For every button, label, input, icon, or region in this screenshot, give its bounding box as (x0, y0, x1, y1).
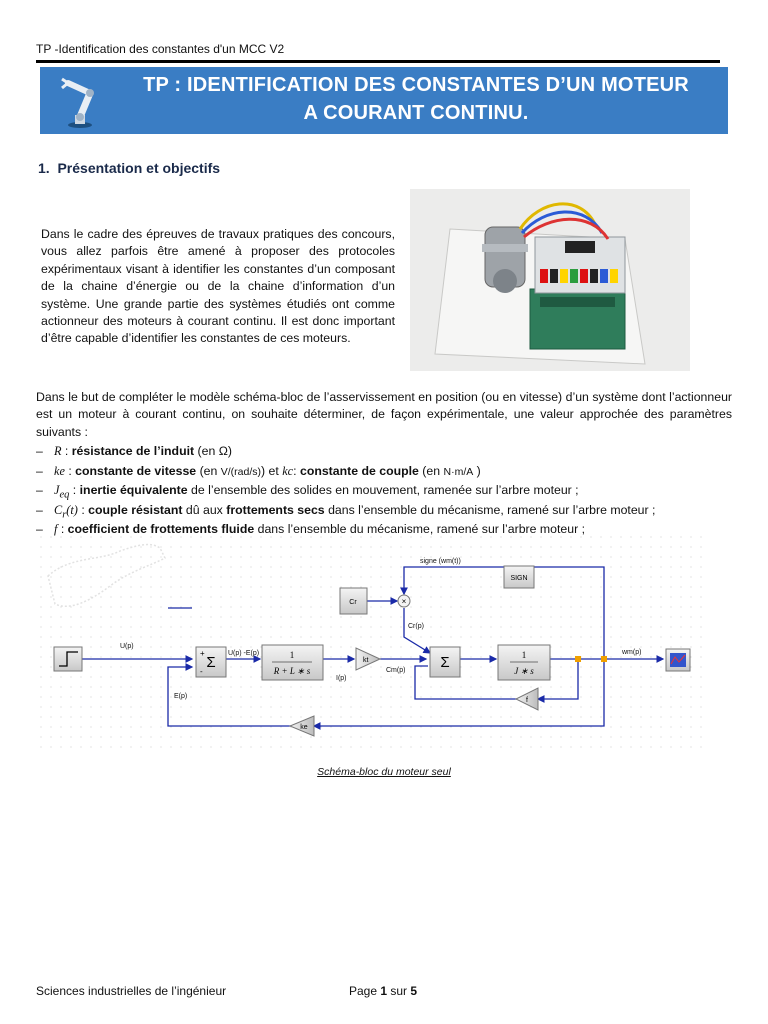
product-symbol: × (401, 597, 407, 606)
param-kc-sep: : (293, 463, 300, 478)
motor-setup-photo (410, 189, 690, 371)
tf1-numerator: 1 (289, 650, 295, 660)
tf1-denominator: R + L ∗ s (273, 666, 311, 676)
param-f-sep: : (57, 522, 68, 536)
param-Cr-sep: : (77, 502, 89, 517)
section-number: 1. (38, 160, 50, 176)
param-R (36, 442, 736, 462)
e-signal-label: E(p) (174, 693, 188, 700)
param-Cr-subscript: r (62, 508, 67, 520)
title-banner (40, 67, 728, 134)
param-Cr-symbol: C (54, 502, 63, 517)
param-R-symbol: R (54, 444, 62, 458)
w-signal-label: wm(p) (622, 649, 642, 656)
section-heading (38, 160, 220, 176)
param-f-desc: dans l’ensemble du mécanisme, ramené sur l’arbre moteur ; (254, 522, 586, 536)
param-Cr-arg: (t) (66, 502, 78, 517)
tf2-numerator: 1 (521, 650, 527, 660)
param-ke-kc (36, 462, 736, 482)
param-R-sep: : (61, 444, 72, 458)
footer-course: Sciences industrielles de l’ingénieur (36, 984, 227, 998)
param-Jeq-subscript: eq (59, 489, 70, 501)
cr-signal-label: Cr(p) (408, 623, 424, 630)
param-f-symbol: f (54, 522, 58, 536)
sum-symbol-1: Σ (206, 654, 216, 671)
figure-caption: Schéma-bloc du moteur seul (317, 766, 451, 778)
page-current: 1 (380, 984, 388, 998)
param-Cr (36, 501, 736, 521)
param-Jeq-symbol: J (54, 483, 60, 497)
param-Jeq-desc: de l’ensemble des solides en mouvement, ramenée sur l’arbre moteur ; (187, 483, 579, 497)
u-signal-label: U(p) (120, 643, 134, 650)
list-dash: – (36, 444, 43, 458)
cm-signal-label: Cm(p) (386, 667, 406, 674)
tf2-denominator: J ∗ s (514, 666, 534, 676)
section-title: Présentation et objectifs (57, 160, 221, 176)
document-header: TP -Identification des constantes d'un MCC V2 (36, 42, 285, 56)
kt-label: kt (363, 657, 369, 664)
i-signal-label: I(p) (336, 675, 347, 682)
param-kc-unit: N·m/A (443, 465, 474, 478)
param-R-name: résistance de l’induit (71, 444, 195, 458)
param-Cr-friction: frottements secs (226, 502, 325, 517)
page-total: 5 (410, 984, 418, 998)
param-ke-sep: : (64, 463, 76, 478)
header-rule (36, 60, 720, 63)
param-ke-name: constante de vitesse (75, 463, 197, 478)
sign-block-label: SIGN (510, 575, 528, 582)
robot-arm-icon (50, 73, 110, 129)
footer-page-number (349, 984, 417, 998)
ke-gain-label: ke (300, 724, 308, 731)
list-dash: – (36, 522, 43, 536)
step-block (54, 647, 82, 671)
param-ke-mid2: ) et (261, 463, 283, 478)
document-title (110, 71, 722, 127)
param-ke-unit: V/(rad/s) (220, 465, 262, 478)
page-mid: sur (387, 984, 411, 998)
param-kc-symbol: kc (282, 463, 294, 478)
param-kc-name: constante de couple (299, 463, 419, 478)
param-ke-symbol: ke (54, 463, 65, 478)
sum1-minus: - (200, 667, 203, 676)
block-diagram (40, 536, 704, 756)
param-Jeq-sep: : (69, 483, 80, 497)
param-Cr-desc: dans l’ensemble du mécanisme, ramené sur l’arbre moteur ; (324, 502, 656, 517)
objectives-paragraph: Dans le but de compléter le modèle schéma-bloc de l’asservissement en position (ou en vitesse) d’un système dont l’actionneur est un moteur à courant continu, on souhaite déterminer, de façon expérimentale, une valeur approchée des paramètres suivants : (36, 390, 732, 439)
param-Cr-mid: dû aux (182, 502, 227, 517)
param-kc-mid: (en (418, 463, 444, 478)
page-prefix: Page (349, 984, 381, 998)
param-Jeq (36, 481, 736, 501)
intro-paragraph: Dans le cadre des épreuves de travaux pratiques des concours, vous allez parfois être amené à proposer des protocoles expérimentaux visant à identifier les constantes d’un composant de la chaine d’énergie ou de la chaine d’information d’un système. Une grande partie des systèmes étudiés ont comme actionneur des moteurs à courant continu. Il est donc important d’être capable d’identifier les constantes de ces moteurs. (41, 227, 395, 346)
f-gain-label: f (526, 697, 528, 704)
error-signal-label: U(p) -E(p) (228, 650, 260, 657)
param-Jeq-name: inertie équivalente (79, 483, 188, 497)
title-line-1: TP : IDENTIFICATION DES CONSTANTES D’UN MOTEUR (143, 74, 689, 96)
sum1-plus: + (200, 649, 205, 658)
param-f-name: coefficient de frottements fluide (67, 522, 255, 536)
param-ke-mid: (en (196, 463, 221, 478)
sign-signal-label: signe (wm(t)) (420, 558, 461, 565)
list-dash: – (36, 463, 43, 478)
cr-block-label: Cr (349, 599, 357, 606)
title-line-2: A COURANT CONTINU. (303, 102, 529, 124)
parameter-list (36, 442, 736, 540)
param-kc-end: ) (473, 463, 481, 478)
list-dash: – (36, 502, 43, 517)
list-dash: – (36, 483, 43, 497)
sum-symbol-2: Σ (440, 654, 450, 671)
param-R-unit: (en Ω) (194, 444, 232, 458)
param-Cr-name: couple résistant (88, 502, 183, 517)
